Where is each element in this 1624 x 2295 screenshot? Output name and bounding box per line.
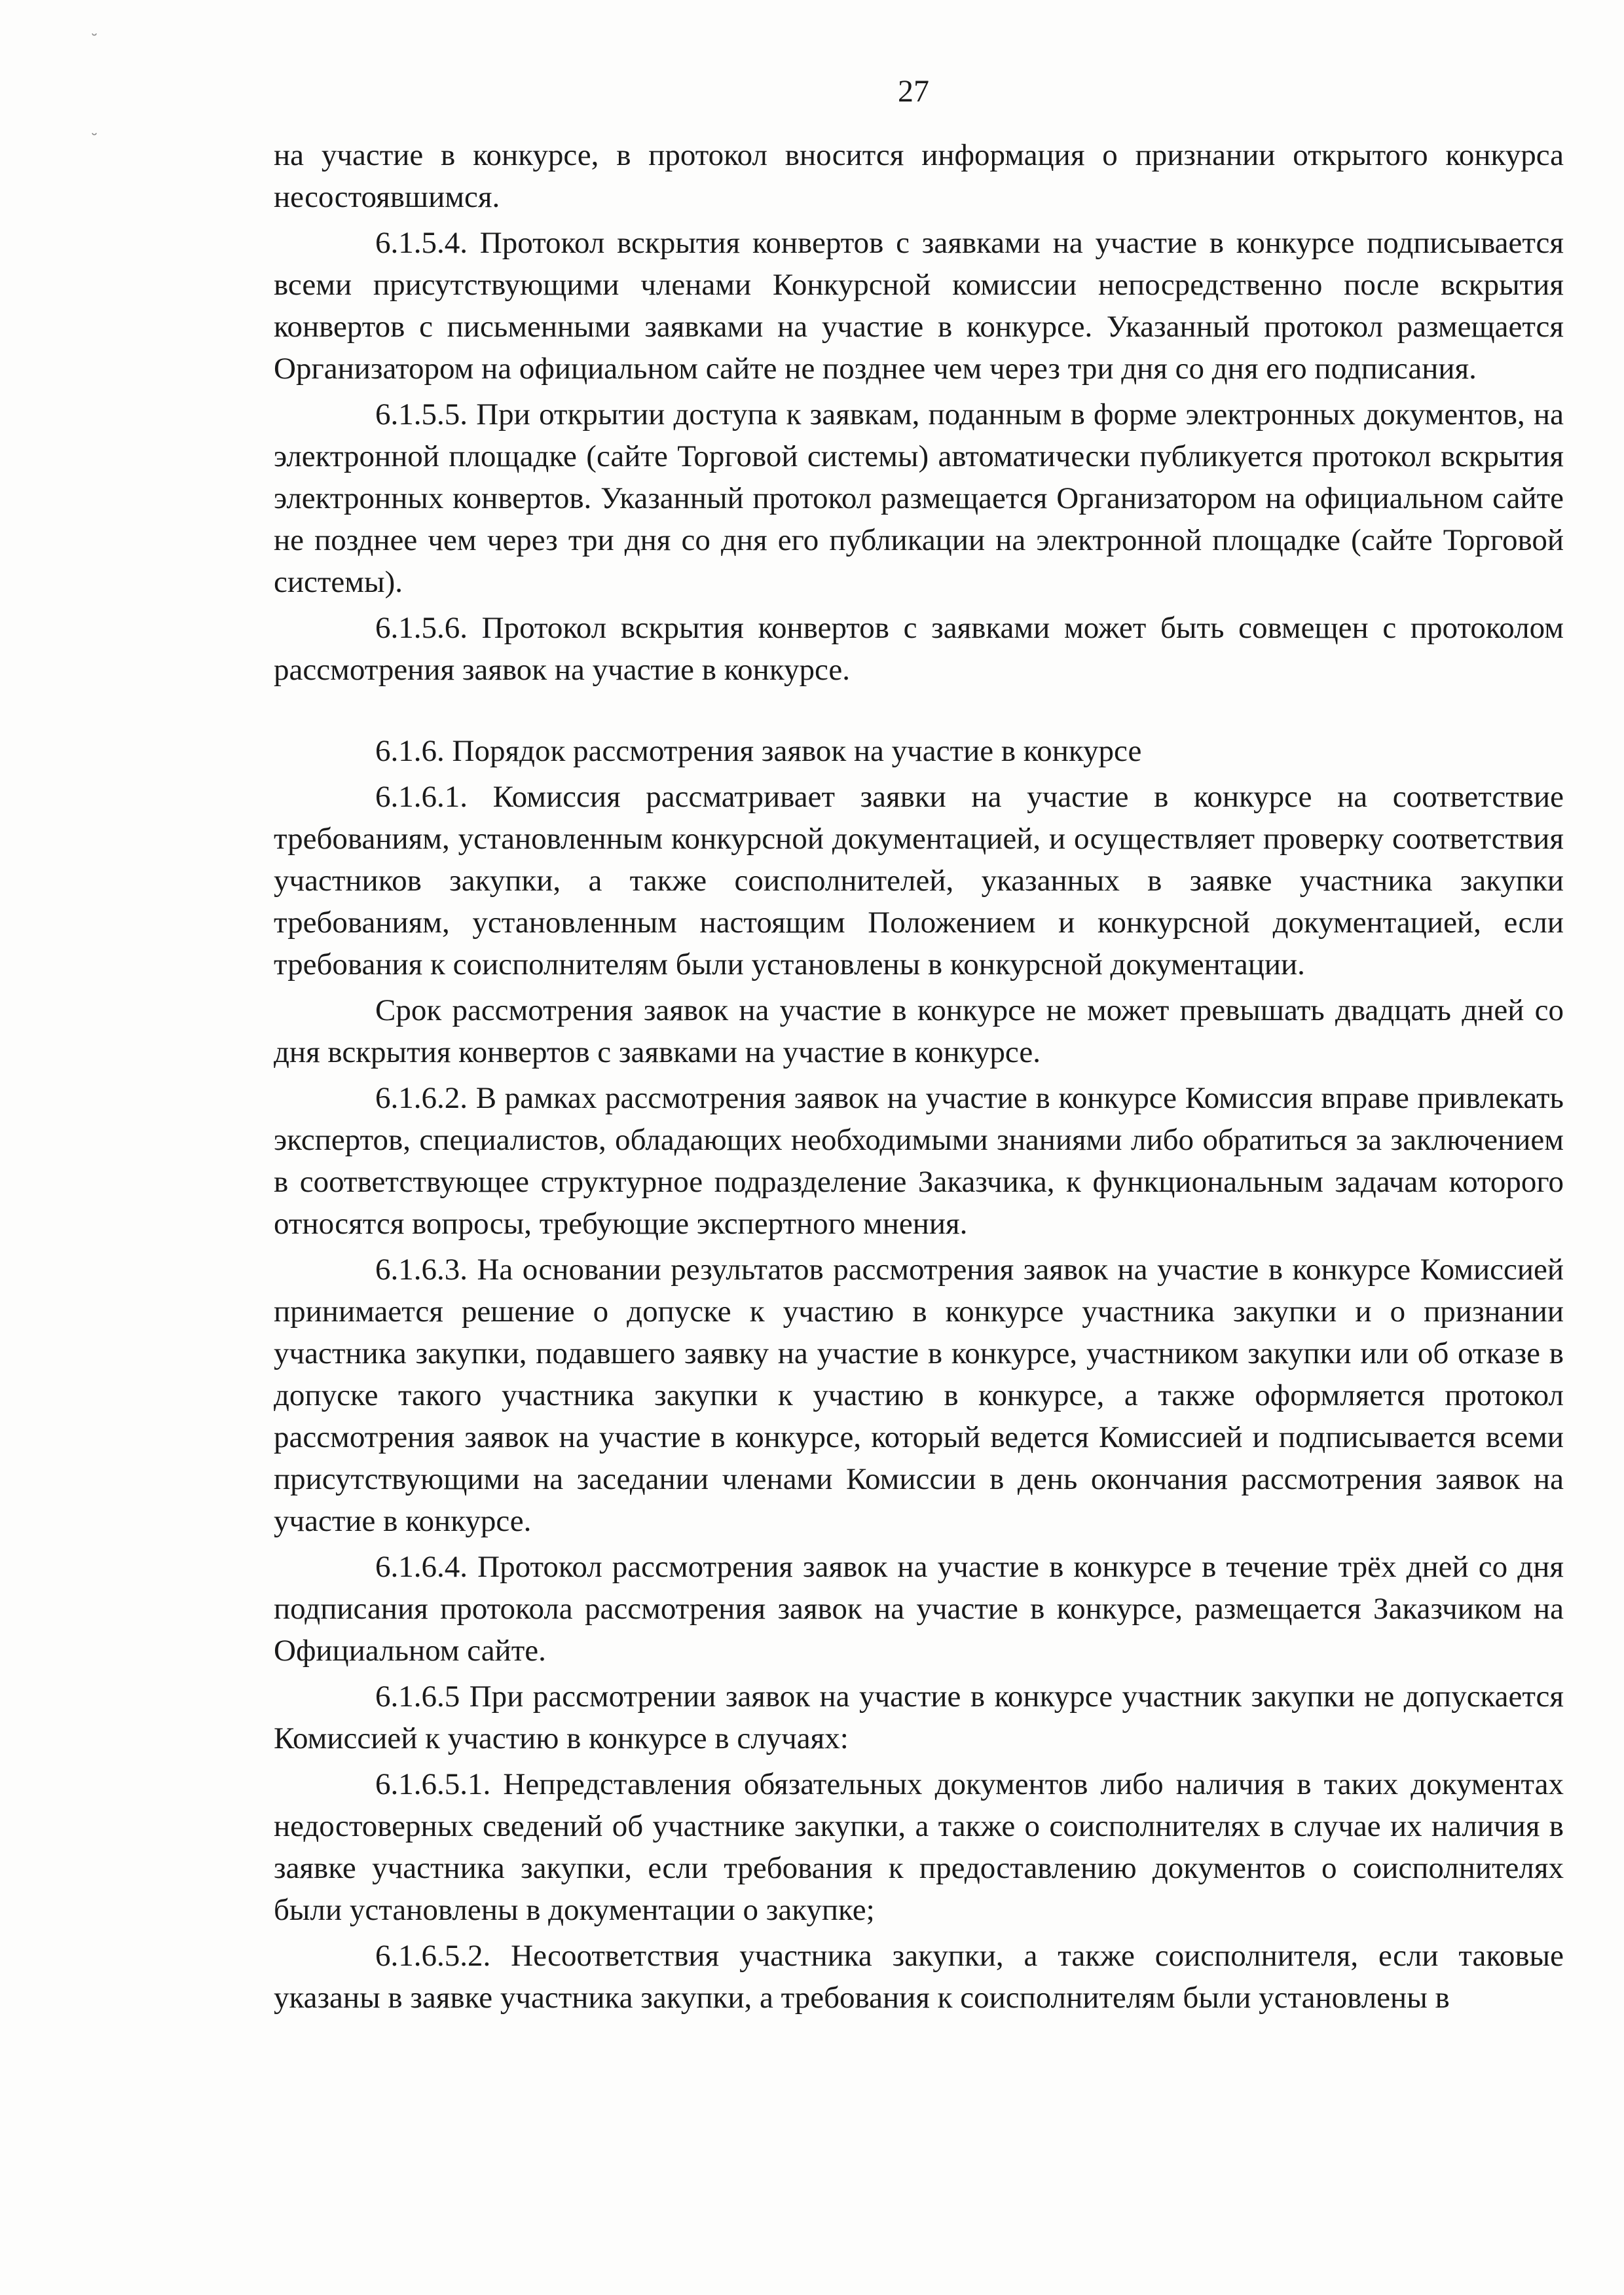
scan-speck: ˘ [90, 31, 98, 50]
paragraph: 6.1.6.1. Комиссия рассматривает заявки на участие в конкурсе на соответствие требованиям, установленным конкурсной документацией, и осуществляет проверку соответствия участников закупки, а также соисполнителей, указанных в заявке участника закупки требованиям, установленным настоящим Положением и конкурсной документацией, если требования к соисполнителям были установлены в конкурсной документации. [274, 780, 1564, 982]
paragraph: 6.1.5.6. Протокол вскрытия конвертов с заявками может быть совмещен с протоколом рассмотрения заявок на участие в конкурсе. [274, 611, 1564, 687]
paragraph: 6.1.6.3. На основании результатов рассмотрения заявок на участие в конкурсе Комиссией принимается решение о допуске к участию в конкурсе участника закупки и о признании участника закупки, подавшего заявку на участие в конкурсе, участником закупки или об отказе в допуске такого участника закупки к участию в конкурсе, а также оформляется протокол рассмотрения заявок на участие в конкурсе, который ведется Комиссией и подписывается всеми присутствующими на заседании членами Комиссии в день окончания рассмотрения заявок на участие в конкурсе. [274, 1253, 1564, 1538]
scan-speck: ˘ [90, 131, 98, 149]
paragraph: 6.1.6.5.1. Непредставления обязательных документов либо наличия в таких документах недостоверных сведений об участнике закупки, а также о соисполнителях в случае их наличия в заявке участника закупки, если требования к предоставлению документов о соисполнителях были установлены в документации о закупке; [274, 1767, 1564, 1927]
paragraph: на участие в конкурсе, в протокол вносится информация о признании открытого конкурса несостоявшимся. [274, 138, 1564, 214]
paragraph: 6.1.6.2. В рамках рассмотрения заявок на участие в конкурсе Комиссия вправе привлекать экспертов, специалистов, обладающих необходимыми знаниями либо обратиться за заключением в соответствующее структурное подразделение Заказчика, к функциональным задачам которого относятся вопросы, требующие экспертного мнения. [274, 1081, 1564, 1241]
paragraph: 6.1.6.4. Протокол рассмотрения заявок на участие в конкурсе в течение трёх дней со дня подписания протокола рассмотрения заявок на участие в конкурсе, размещается Заказчиком на Официальном сайте. [274, 1550, 1564, 1668]
paragraph: 6.1.6.5.2. Несоответствия участника закупки, а также соисполнителя, если таковые указаны в заявке участника закупки, а требования к соисполнителям были установлены в [274, 1939, 1564, 2015]
paragraph: 6.1.5.5. При открытии доступа к заявкам, поданным в форме электронных документов, на электронной площадке (сайте Торговой системы) автоматически публикуется протокол вскрытия электронных конвертов. Указанный протокол размещается Организатором на официальном сайте не позднее чем через три дня со дня его публикации на электронной площадке (сайте Торговой системы). [274, 397, 1564, 599]
paragraph: 6.1.5.4. Протокол вскрытия конвертов с заявками на участие в конкурсе подписывается всеми присутствующими членами Конкурсной комиссии непосредственно после вскрытия конвертов с письменными заявками на участие в конкурсе. Указанный протокол размещается Организатором на официальном сайте не позднее чем через три дня со дня его подписания. [274, 226, 1564, 386]
paragraph: 6.1.6.5 При рассмотрении заявок на участие в конкурсе участник закупки не допускается Комиссией к участию в конкурсе в случаях: [274, 1680, 1564, 1755]
page-number: 27 [898, 74, 929, 109]
paragraph: Срок рассмотрения заявок на участие в конкурсе не может превышать двадцать дней со дня вскрытия конвертов с заявками на участие в конкурсе. [274, 993, 1564, 1069]
document-body [274, 134, 1564, 2023]
section-heading: 6.1.6. Порядок рассмотрения заявок на участие в конкурсе [375, 734, 1142, 768]
